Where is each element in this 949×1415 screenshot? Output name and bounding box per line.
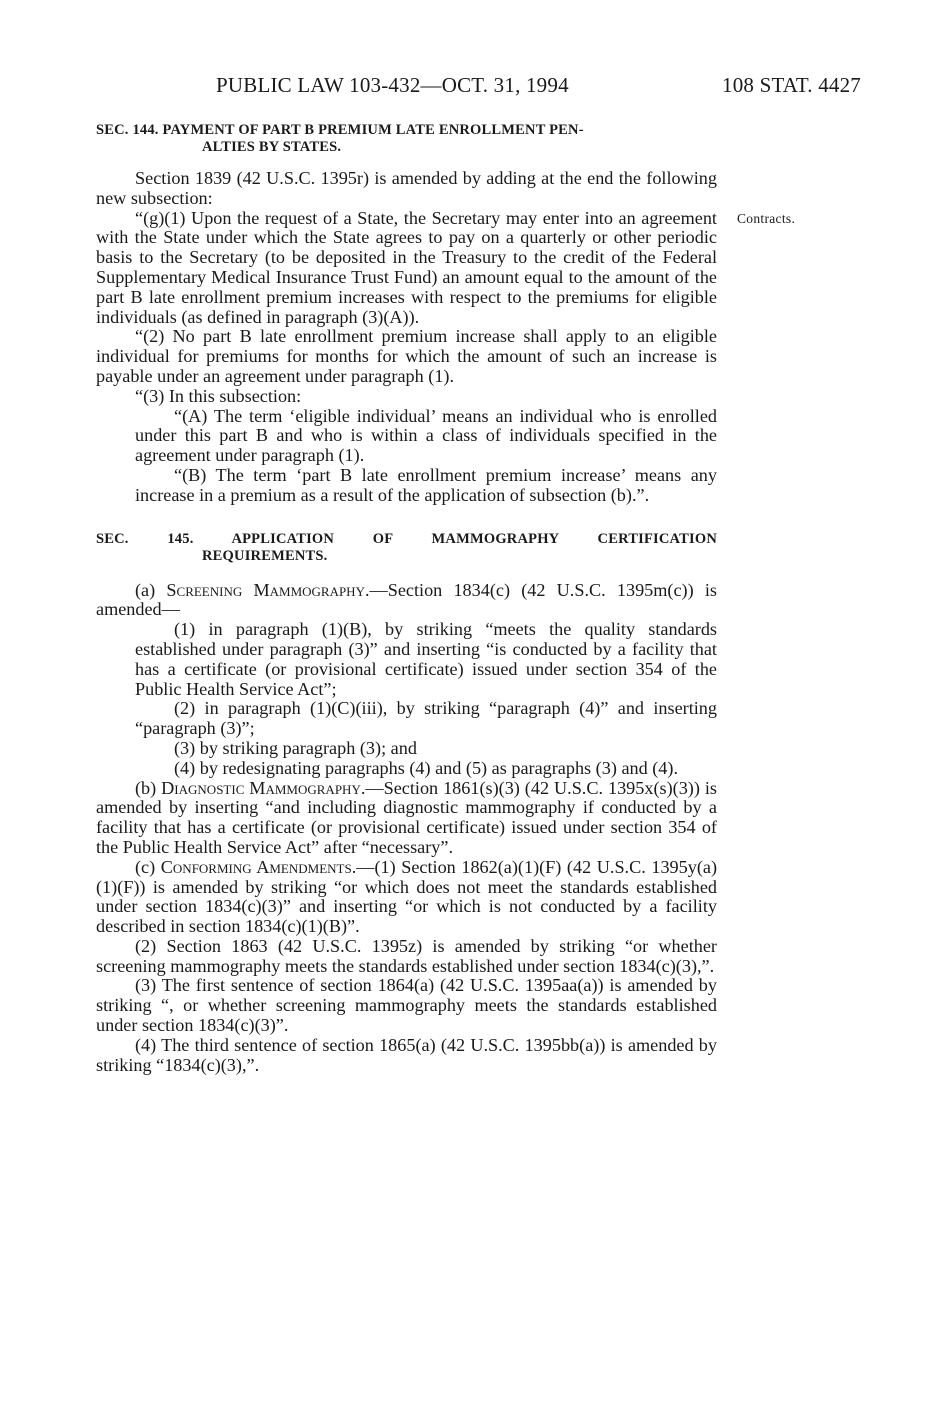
subsection-text: —(1) Section 1862(a)(1)(F) (42 U.S.C. 1395y(a)(1)(F)) is amended by striking “or which does not meet the standards established under section 1834(c)(3)” and inserting “or which is not conducted by a facility described in section 1834(c)(1)(B)”. [96, 856, 718, 937]
statute-page-number: 108 STAT. 4427 [722, 73, 861, 97]
subsection-label: (b) [135, 777, 162, 798]
running-title: PUBLIC LAW 103-432—OCT. 31, 1994 [216, 73, 569, 97]
paragraph: “(A) The term ‘eligible individual’ means an individual who is enrolled under this part B and who is within a class of individuals specified in the agreement under paragraph (1). [135, 405, 717, 466]
subsection-caption: Diagnostic Mammography. [161, 777, 366, 798]
paragraph: “(2) No part B late enrollment premium increase shall apply to an eligible individual for premiums for months for which the amount of such an increase is payable under an agreement under paragraph (1). [96, 326, 717, 386]
subsection-text: —Section 1834(c) (42 U.S.C. 1395m(c)) is amended— [96, 579, 718, 620]
subsection-text: —Section 1861(s)(3) (42 U.S.C. 1395x(s)(3)) is amended by inserting “and including diagnostic mammography if conducted by a facility that has a certificate (or provisional certificate) issued under section 354 of the Public Health Service Act” after “necessary”. [96, 777, 717, 857]
paragraph [96, 779, 717, 858]
subsection-label: (a) [135, 579, 167, 600]
paragraph [96, 858, 717, 937]
section-heading-line: SEC. 145. APPLICATION OF MAMMOGRAPHY CERTIFICATION [96, 530, 717, 547]
margin-note: Contracts. [737, 211, 796, 226]
paragraph: “(B) The term ‘part B late enrollment premium increase’ means any increase in a premium as a result of the application of subsection (b).”. [135, 464, 717, 505]
subsection-label: (c) [135, 856, 161, 877]
subsection-caption: Screening Mammography. [166, 579, 370, 600]
paragraph: (1) in paragraph (1)(B), by striking “meets the quality standards established under paragraph (3)” and inserting “is conducted by a facility that has a certificate (or provisional certificate) issued under section 354 of the Public Health Service Act”; [135, 619, 717, 699]
paragraph: (2) Section 1863 (42 U.S.C. 1395z) is amended by striking “or whether screening mammography meets the standards established under section 1834(c)(3),”. [96, 935, 717, 976]
subsection-caption: Conforming Amendments. [160, 856, 357, 877]
page-header [96, 73, 861, 103]
paragraph: Section 1839 (42 U.S.C. 1395r) is amended by adding at the end the following new subsection: [96, 168, 717, 208]
paragraph: “(3) In this subsection: [135, 385, 302, 406]
section-heading-line: REQUIREMENTS. [202, 547, 328, 564]
section-heading-line: ALTIES BY STATES. [202, 139, 342, 155]
document-body [96, 122, 717, 1075]
paragraph: (4) by redesignating paragraphs (4) and (5) as paragraphs (3) and (4). [174, 757, 679, 778]
section-heading-line: SEC. 144. PAYMENT OF PART B PREMIUM LATE ENROLLMENT PEN- [96, 122, 584, 138]
section-144-heading [96, 122, 717, 156]
paragraph [96, 581, 717, 621]
paragraph: (3) The first sentence of section 1864(a) (42 U.S.C. 1395aa(a)) is amended by striking “, or whether screening mammography meets the standards established under section 1834(c)(3)”. [96, 975, 717, 1036]
paragraph: (3) by striking paragraph (3); and [174, 737, 417, 758]
paragraph: (2) in paragraph (1)(C)(iii), by striking “paragraph (4)” and inserting “paragraph (3)”; [135, 698, 717, 739]
paragraph: “(g)(1) Upon the request of a State, the Secretary may enter into an agreement with the State under which the State agrees to pay on a quarterly or other periodic basis to the Secretary (to be deposited in the Treasury to the credit of the Federal Supplementary Medical Insurance Trust Fund) an amount equal to the amount of the part B late enrollment premium increases with respect to the premiums for eligible individuals (as defined in paragraph (3)(A)). [96, 207, 717, 327]
paragraph: (4) The third sentence of section 1865(a) (42 U.S.C. 1395bb(a)) is amended by striking “1834(c)(3),”. [96, 1034, 717, 1075]
section-145-heading [96, 531, 717, 565]
